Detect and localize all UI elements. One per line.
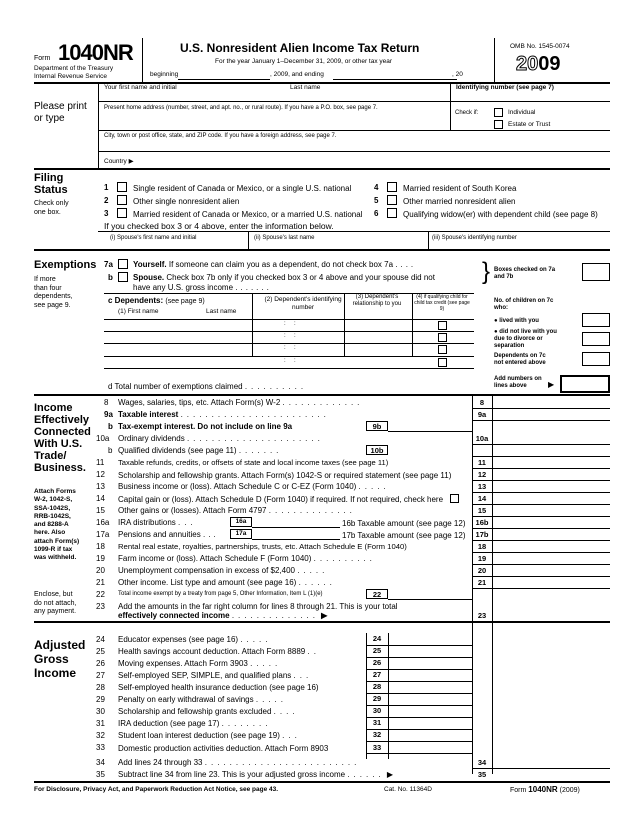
check-if-label: Check if: — [455, 110, 479, 116]
cat-number: Cat. No. 11364D — [384, 786, 432, 793]
spouse-note: If you checked box 3 or 4 above, enter the information below. — [104, 221, 334, 231]
dependent-2-credit-checkbox[interactable] — [438, 333, 447, 342]
form-number: 1040NR — [58, 40, 133, 65]
dependents-not-count[interactable] — [582, 352, 610, 366]
estate-label: Estate or Trust — [508, 121, 551, 128]
dependent-id-col: (2) Dependent's identifying number — [264, 296, 342, 311]
yourself-checkbox[interactable] — [118, 259, 128, 269]
address-label: Present home address (number, street, and apt. no., or rural route). If you have a P.O. box, see page 7. — [104, 105, 378, 111]
last-name-label: Last name — [290, 84, 321, 91]
line-7b-cont: have any U.S. gross income ....... — [133, 283, 272, 292]
twenty-label: , 20 — [452, 71, 463, 78]
attach-forms-note: Attach Forms W-2, 1042-S, SSA-1042S, RRB-1042S, and 8288-A here. Also attach Form(s) 1099-R if tax was withheld. — [34, 488, 80, 562]
line-7a-number: 7a — [104, 260, 113, 269]
filing-4-checkbox[interactable] — [387, 182, 397, 192]
estate-checkbox[interactable] — [494, 120, 503, 129]
not-lived-count[interactable] — [582, 332, 610, 346]
city-label: City, town or post office, state, and ZIP code. If you have a foreign address, see page 7. — [104, 133, 337, 139]
dependents-not-label: Dependents on 7c not entered above — [494, 353, 546, 366]
id-number-label: Identifying number (see page 7) — [456, 84, 554, 91]
omb-number: OMB No. 1545-0074 — [510, 43, 570, 50]
form-prefix: Form — [34, 55, 51, 62]
relationship-col: (3) Dependent's relationship to you — [352, 294, 402, 307]
effectively-connected-income: effectively connected income .............. ▶ — [118, 611, 328, 620]
first-name-label: Your first name and initial — [104, 84, 177, 91]
spouse-first-label: (i) Spouse's first name and initial — [110, 235, 197, 241]
print-or-type-label: Please print or type — [34, 101, 87, 124]
lived-label: ● lived with you — [494, 318, 539, 324]
add-numbers-label: Add numbers on lines above — [494, 376, 542, 389]
no-children-label: No. of children on 7c who: — [494, 298, 554, 311]
dependents-label: c Dependents: (see page 9) — [108, 296, 205, 305]
dependent-4-credit-checkbox[interactable] — [438, 358, 447, 367]
filing-2-checkbox[interactable] — [117, 195, 127, 205]
filing-title: Filing Status — [34, 172, 68, 196]
line-7a: Yourself. If someone can claim you as a dependent, do not check box 7a .... — [133, 260, 417, 269]
boxes-checked-label: Boxes checked on 7a and 7b — [494, 267, 556, 280]
spouse-last-label: (ii) Spouse's last name — [254, 235, 315, 241]
department: Department of the Treasury — [34, 65, 114, 72]
lived-count[interactable] — [582, 313, 610, 327]
beginning-label: beginning — [150, 71, 179, 78]
last-name-col: Last name — [206, 308, 237, 315]
irs: Internal Revenue Service — [34, 73, 107, 80]
filing-5-checkbox[interactable] — [387, 195, 397, 205]
boxes-checked-count[interactable] — [582, 263, 610, 281]
tax-year: 2009 — [516, 53, 561, 75]
arrow-icon: ▶ — [548, 380, 555, 389]
spouse-id-label: (iii) Spouse's identifying number — [432, 235, 517, 241]
filing-3-checkbox[interactable] — [117, 208, 127, 218]
agi-title: Adjusted Gross Income — [34, 638, 86, 680]
individual-checkbox[interactable] — [494, 108, 503, 117]
line-14-checkbox[interactable] — [450, 494, 459, 503]
footer-form: Form 1040NR (2009) — [510, 785, 580, 794]
tax-year-line: For the year January 1–December 31, 2009, or other tax year — [215, 58, 393, 65]
enclose-note: Enclose, but do not attach, any payment. — [34, 591, 77, 615]
total-exemptions-box[interactable] — [560, 375, 610, 393]
filing-1-checkbox[interactable] — [117, 182, 127, 192]
income-title: Income Effectively Connected With U.S. Trade/ Business. — [34, 402, 91, 474]
exemptions-title: Exemptions — [34, 259, 97, 271]
country-label: Country ▶ — [104, 158, 134, 165]
dependent-3-credit-checkbox[interactable] — [438, 345, 447, 354]
not-lived-label: ● did not live with you due to divorce or separation — [494, 329, 557, 349]
privacy-notice: For Disclosure, Privacy Act, and Paperwork Reduction Act Notice, see page 43. — [34, 786, 279, 793]
child-credit-col: (4) if qualifying child for child tax credit (see page 9) — [414, 294, 470, 312]
form-title: U.S. Nonresident Alien Income Tax Return — [180, 41, 420, 55]
exemptions-side: If more than four dependents, see page 9. — [34, 276, 73, 309]
line-7b-number: b — [108, 273, 113, 282]
individual-label: Individual — [508, 109, 536, 116]
filing-subtitle: Check only one box. — [34, 200, 69, 216]
first-name-col: (1) First name — [118, 308, 159, 315]
dependent-1-credit-checkbox[interactable] — [438, 321, 447, 330]
line-d: d Total number of exemptions claimed .......... — [108, 382, 308, 391]
filing-6-checkbox[interactable] — [387, 208, 397, 218]
line-7b: Spouse. Check box 7b only if you checked box 3 or 4 above and your spouse did not — [133, 273, 435, 282]
spouse-checkbox[interactable] — [118, 272, 128, 282]
ending-label: , 2009, and ending — [270, 71, 324, 78]
